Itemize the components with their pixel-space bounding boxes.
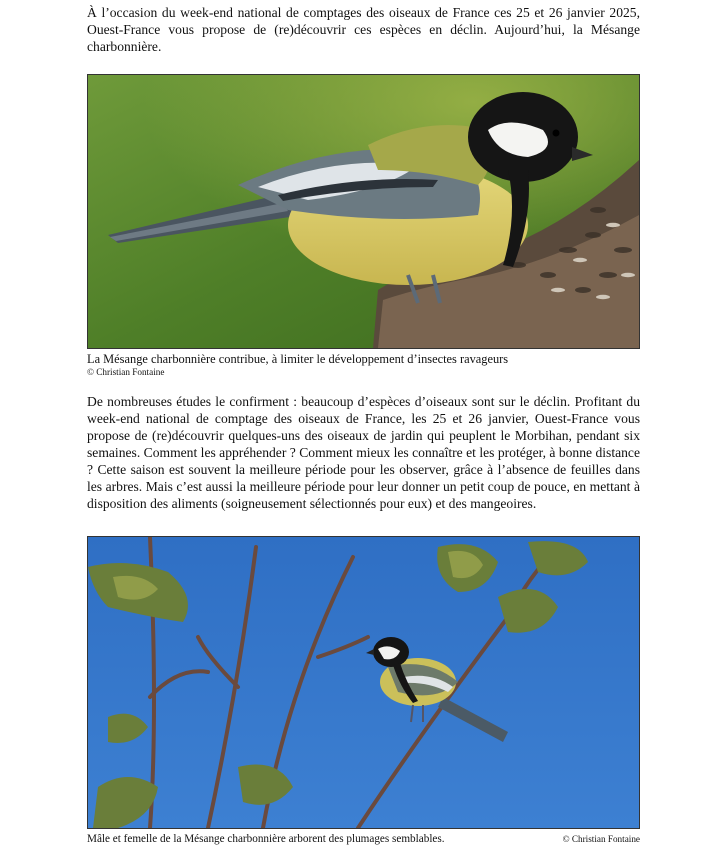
great-tit-photo-branch (87, 536, 640, 829)
photo2-caption-row (87, 832, 640, 846)
great-tit-feeder-image (88, 75, 639, 348)
intro-paragraph: À l’occasion du week-end national de comptages des oiseaux de France ces 25 et 26 janvier 2025, Ouest-France vous propose de (re)découvrir ces espèces en déclin. Aujourd’hui, la Mésange charbonnière. (87, 5, 640, 54)
great-tit-branch-image (88, 537, 639, 828)
photo1-credit: © Christian Fontaine (87, 367, 165, 377)
photo1-caption: La Mésange charbonnière contribue, à limiter le développement d’insectes ravageurs (87, 352, 509, 366)
great-tit-photo-feeder (87, 74, 640, 349)
body-paragraph: De nombreuses études le confirment : beaucoup d’espèces d’oiseaux sont sur le déclin. Profitant du week-end national de comptage des oiseaux de France, les 25 et 26 janvier, Ouest-France vous propose de (re)découvrir quelques-uns des oiseaux de jardin qui peuplent le Morbihan, pendant six semaines. Comment les appréhender ? Comment mieux les connaître et les protéger, à bonne distance ? Cette saison est souvent la meilleure période pour les observer, grâce à l’absence de feuilles dans les arbres. Mais c’est aussi la meilleure période pour leur donner un petit coup de pouce, en mettant à disposition des aliments (soigneusement sélectionnés pour eux) et des mangeoires. (87, 394, 640, 511)
photo2-credit: © Christian Fontaine (562, 834, 640, 844)
photo2-caption: Mâle et femelle de la Mésange charbonnière arborent des plumages semblables. (87, 833, 445, 845)
